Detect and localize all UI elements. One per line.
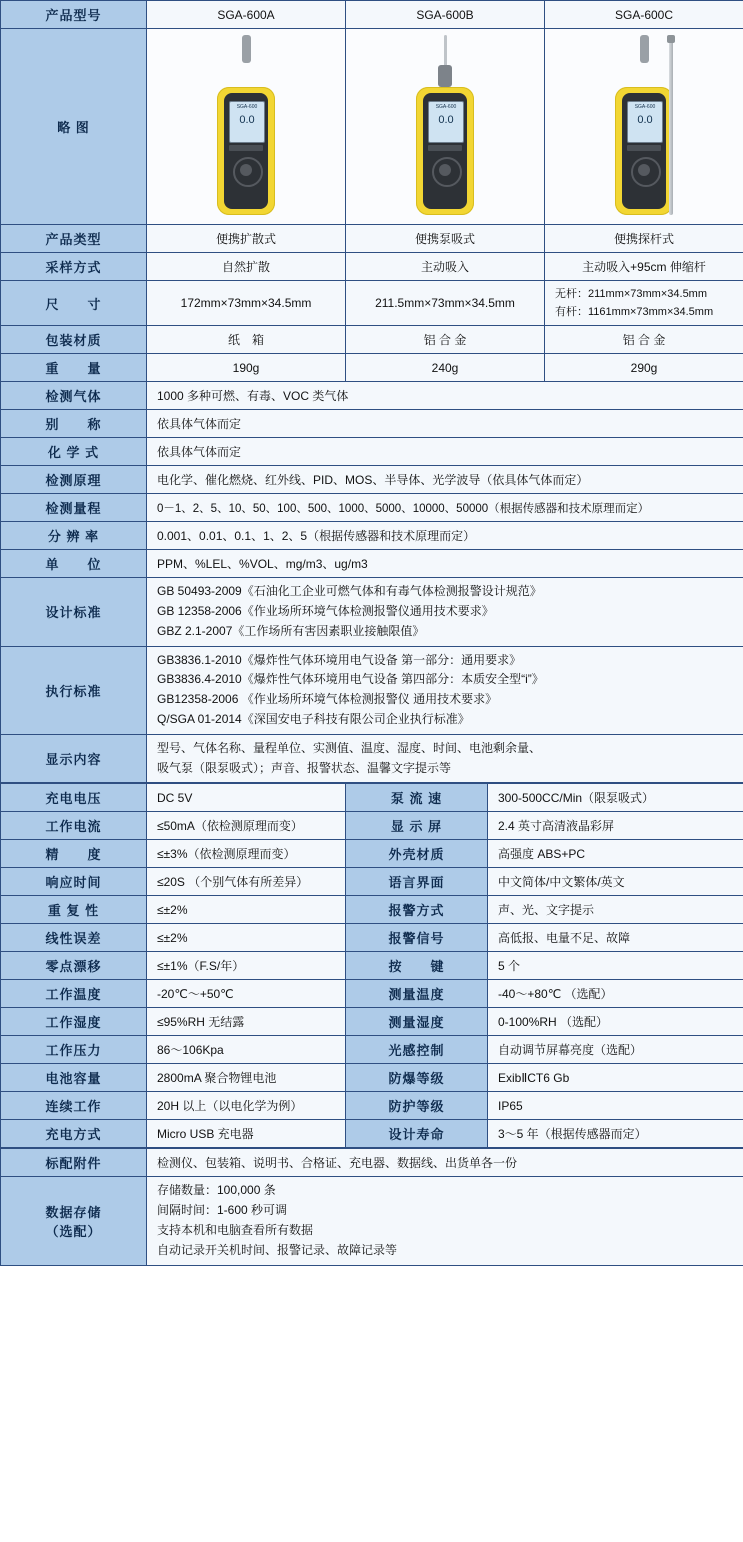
pair-value-right: ExibⅡCT6 Gb [488,1064,743,1092]
row-label-product-type: 产品类型 [1,225,147,253]
device-screen-value: 0.0 [239,114,255,126]
pair-value-right: 3～5 年（根据传感器而定） [488,1120,743,1148]
row-label-range: 检测量程 [1,494,147,522]
product-type-a: 便携扩散式 [147,225,346,253]
pair-label-right: 光感控制 [346,1036,488,1064]
pair-label-right: 测量湿度 [346,1008,488,1036]
display-content-value [147,734,743,783]
table-row-unit [1,550,743,578]
size-c: 无杆：211mm×73mm×34.5mm 有杆：1161mm×73mm×34.5mm [545,281,743,326]
detector-pump [410,35,480,215]
device-screen [229,101,265,143]
row-label-display-content: 显示内容 [1,734,147,783]
pair-label-left: 线性误差 [1,924,147,952]
pair-label-right: 报警信号 [346,924,488,952]
pair-value-left: ≤±3%（依检测原理而变） [147,840,346,868]
pair-value-left: DC 5V [147,784,346,812]
storage-line-4: 自动记录开关机时间、报警记录、故障记录等 [157,1242,398,1257]
package-b: 铝 合 金 [346,326,545,354]
device-screen-value: 0.0 [637,114,653,126]
weight-a: 190g [147,354,346,382]
pair-value-left: ≤±1%（F.S/年） [147,952,346,980]
pair-label-left: 工作电流 [1,812,147,840]
row-label-size: 尺 寸 [1,281,147,326]
row-label-storage: 数据存储 （选配） [1,1177,147,1265]
device-screen [428,101,464,143]
rod-tip-icon [667,35,675,43]
range-value: 0－1、2、5、10、50、100、500、1000、5000、10000、50000（根据传感器和技术原理而定） [147,494,743,522]
table-row-model [1,1,743,29]
storage-line-3: 支持本机和电脑查看所有数据 [157,1223,314,1238]
table-row-accessories [1,1149,743,1177]
pair-label-left: 工作压力 [1,1036,147,1064]
model-a: SGA-600A [147,1,346,29]
exec-std-line-1: GB3836.1-2010《爆炸性气体环境用电气设备 第一部分：通用要求》 [157,652,522,667]
device-screen-title: SGA-600 [634,104,656,110]
detector-diffusion [211,35,281,215]
pair-value-left: 20H 以上（以电化学为例） [147,1092,346,1120]
size-b: 211.5mm×73mm×34.5mm [346,281,545,326]
storage-line-1: 存储数量：100,000 条 [157,1183,276,1198]
row-label-sketch: 略 图 [1,29,147,225]
pair-label-right: 语言界面 [346,868,488,896]
pair-value-left: ≤20S （个别气体有所差异） [147,868,346,896]
pair-value-right: 声、光、文字提示 [488,896,743,924]
pair-label-right: 报警方式 [346,896,488,924]
table-row-resolution [1,522,743,550]
pair-label-left: 电池容量 [1,1064,147,1092]
pair-value-right: 2.4 英寸高清液晶彩屏 [488,812,743,840]
telescopic-rod-icon [669,39,673,215]
table-row-principle [1,466,743,494]
table-row-pair [1,924,743,952]
pair-value-left: ≤±2% [147,924,346,952]
pair-label-right: 测量温度 [346,980,488,1008]
storage-line-2: 间隔时间：1-600 秒可调 [157,1203,288,1218]
device-keypad-center [638,164,650,176]
exec-std-line-4: Q/SGA 01-2014《深国安电子科技有限公司企业执行标准》 [157,712,470,727]
formula-value: 依具体气体而定 [147,438,743,466]
pair-value-right: IP65 [488,1092,743,1120]
pair-label-right: 泵 流 速 [346,784,488,812]
exec-std-value [147,646,743,734]
pair-value-left: -20℃～+50℃ [147,980,346,1008]
pair-label-left: 工作湿度 [1,1008,147,1036]
accessories-value: 检测仪、包装箱、说明书、合格证、充电器、数据线、出货单各一份 [147,1149,743,1177]
table-row-pair [1,784,743,812]
device-screen-title: SGA-600 [435,104,457,110]
spec-table-pairs [0,783,743,1148]
alias-value: 依具体气体而定 [147,410,743,438]
pair-value-left: 86～106Kpa [147,1036,346,1064]
row-label-formula: 化 学 式 [1,438,147,466]
design-std-line-3: GBZ 2.1-2007《工作场所有害因素职业接触限值》 [157,623,425,638]
device-image-c [545,29,743,225]
table-row-sampling [1,253,743,281]
unit-value: PPM、%LEL、%VOL、mg/m3、ug/m3 [147,550,743,578]
row-label-model: 产品型号 [1,1,147,29]
device-brand-strip [428,145,462,151]
pair-value-right: 高强度 ABS+PC [488,840,743,868]
table-row-detect-gas [1,382,743,410]
sampling-c: 主动吸入+95cm 伸缩杆 [545,253,743,281]
pair-value-left: ≤50mA（依检测原理而变） [147,812,346,840]
row-label-package: 包装材质 [1,326,147,354]
table-row-pair [1,1092,743,1120]
row-label-sampling: 采样方式 [1,253,147,281]
design-std-line-1: GB 50493-2009《石油化工企业可燃气体和有毒气体检测报警设计规范》 [157,584,542,599]
pair-label-right: 防爆等级 [346,1064,488,1092]
weight-c: 290g [545,354,743,382]
design-std-line-2: GB 12358-2006《作业场所环境气体检测报警仪通用技术要求》 [157,604,494,619]
weight-b: 240g [346,354,545,382]
table-row-pair [1,868,743,896]
pair-label-left: 精 度 [1,840,147,868]
pair-label-right: 外壳材质 [346,840,488,868]
pair-label-left: 重 复 性 [1,896,147,924]
row-label-resolution: 分 辨 率 [1,522,147,550]
row-label-alias: 别 称 [1,410,147,438]
row-label-principle: 检测原理 [1,466,147,494]
device-keypad-center [240,164,252,176]
table-row-pair [1,980,743,1008]
pair-label-right: 设计寿命 [346,1120,488,1148]
table-row-storage [1,1177,743,1265]
pair-value-right: 5 个 [488,952,743,980]
table-row-alias [1,410,743,438]
model-b: SGA-600B [346,1,545,29]
table-row-size [1,281,743,326]
sampling-a: 自然扩散 [147,253,346,281]
device-screen-title: SGA-600 [236,104,258,110]
pair-value-right: 中文简体/中文繁体/英文 [488,868,743,896]
table-row-design-std [1,578,743,646]
table-row-pair [1,896,743,924]
pair-label-left: 工作温度 [1,980,147,1008]
table-row-range [1,494,743,522]
exec-std-line-2: GB3836.4-2010《爆炸性气体环境用电气设备 第四部分：本质安全型“i”》 [157,672,544,687]
resolution-value: 0.001、0.01、0.1、1、2、5（根据传感器和技术原理而定） [147,522,743,550]
pair-label-right: 防护等级 [346,1092,488,1120]
row-label-accessories: 标配附件 [1,1149,147,1177]
table-row-weight [1,354,743,382]
row-label-design-std: 设计标准 [1,578,147,646]
detector-extension-rod [609,35,679,215]
table-row-display-content [1,734,743,783]
table-row-exec-std [1,646,743,734]
pair-value-left: 2800mA 聚合物锂电池 [147,1064,346,1092]
device-brand-strip [627,145,661,151]
sensor-cap-icon [640,35,649,63]
pair-label-right: 按 键 [346,952,488,980]
display-content-line-2: 吸气泵（限泵吸式）；声音、报警状态、温馨文字提示等 [157,760,452,775]
row-label-exec-std: 执行标准 [1,646,147,734]
table-row-product-type [1,225,743,253]
package-c: 铝 合 金 [545,326,743,354]
table-row-package [1,326,743,354]
principle-value: 电化学、催化燃烧、红外线、PID、MOS、半导体、光学波导（依具体气体而定） [147,466,743,494]
device-keypad-center [439,164,451,176]
pair-label-left: 零点漂移 [1,952,147,980]
table-row-pair [1,952,743,980]
row-label-weight: 重 量 [1,354,147,382]
device-screen [627,101,663,143]
display-content-line-1: 型号、气体名称、量程单位、实测值、温度、湿度、时间、电池剩余量、 [157,740,542,755]
pair-label-left: 响应时间 [1,868,147,896]
pump-nozzle-icon [438,65,452,87]
pair-label-right: 显 示 屏 [346,812,488,840]
device-image-b [346,29,545,225]
table-row-pair [1,812,743,840]
pair-value-left: ≤95%RH 无结露 [147,1008,346,1036]
table-row-pair [1,1008,743,1036]
table-row-formula [1,438,743,466]
row-label-detect-gas: 检测气体 [1,382,147,410]
product-type-b: 便携泵吸式 [346,225,545,253]
detect-gas-value: 1000 多种可燃、有毒、VOC 类气体 [147,382,743,410]
table-row-pair [1,1120,743,1148]
storage-value [147,1177,743,1265]
sensor-cap-icon [242,35,251,63]
sampling-b: 主动吸入 [346,253,545,281]
table-row-pair [1,1036,743,1064]
table-row-sketch [1,29,743,225]
pair-value-right: -40～+80℃ （选配） [488,980,743,1008]
pair-label-left: 连续工作 [1,1092,147,1120]
pair-value-right: 自动调节屏幕亮度（选配） [488,1036,743,1064]
size-a: 172mm×73mm×34.5mm [147,281,346,326]
table-row-pair [1,1064,743,1092]
pair-value-right: 高低报、电量不足、故障 [488,924,743,952]
product-type-c: 便携探杆式 [545,225,743,253]
design-std-value [147,578,743,646]
model-c: SGA-600C [545,1,743,29]
pair-value-left: Micro USB 充电器 [147,1120,346,1148]
spec-table-footer [0,1148,743,1265]
pair-label-left: 充电方式 [1,1120,147,1148]
pair-value-right: 0-100%RH （选配） [488,1008,743,1036]
device-brand-strip [229,145,263,151]
row-label-unit: 单 位 [1,550,147,578]
device-image-a [147,29,346,225]
pair-value-right: 300-500CC/Min（限泵吸式） [488,784,743,812]
package-a: 纸 箱 [147,326,346,354]
table-row-pair [1,840,743,868]
pair-label-left: 充电电压 [1,784,147,812]
exec-std-line-3: GB12358-2006 《作业场所环境气体检测报警仪 通用技术要求》 [157,692,498,707]
pair-value-left: ≤±2% [147,896,346,924]
device-screen-value: 0.0 [438,114,454,126]
